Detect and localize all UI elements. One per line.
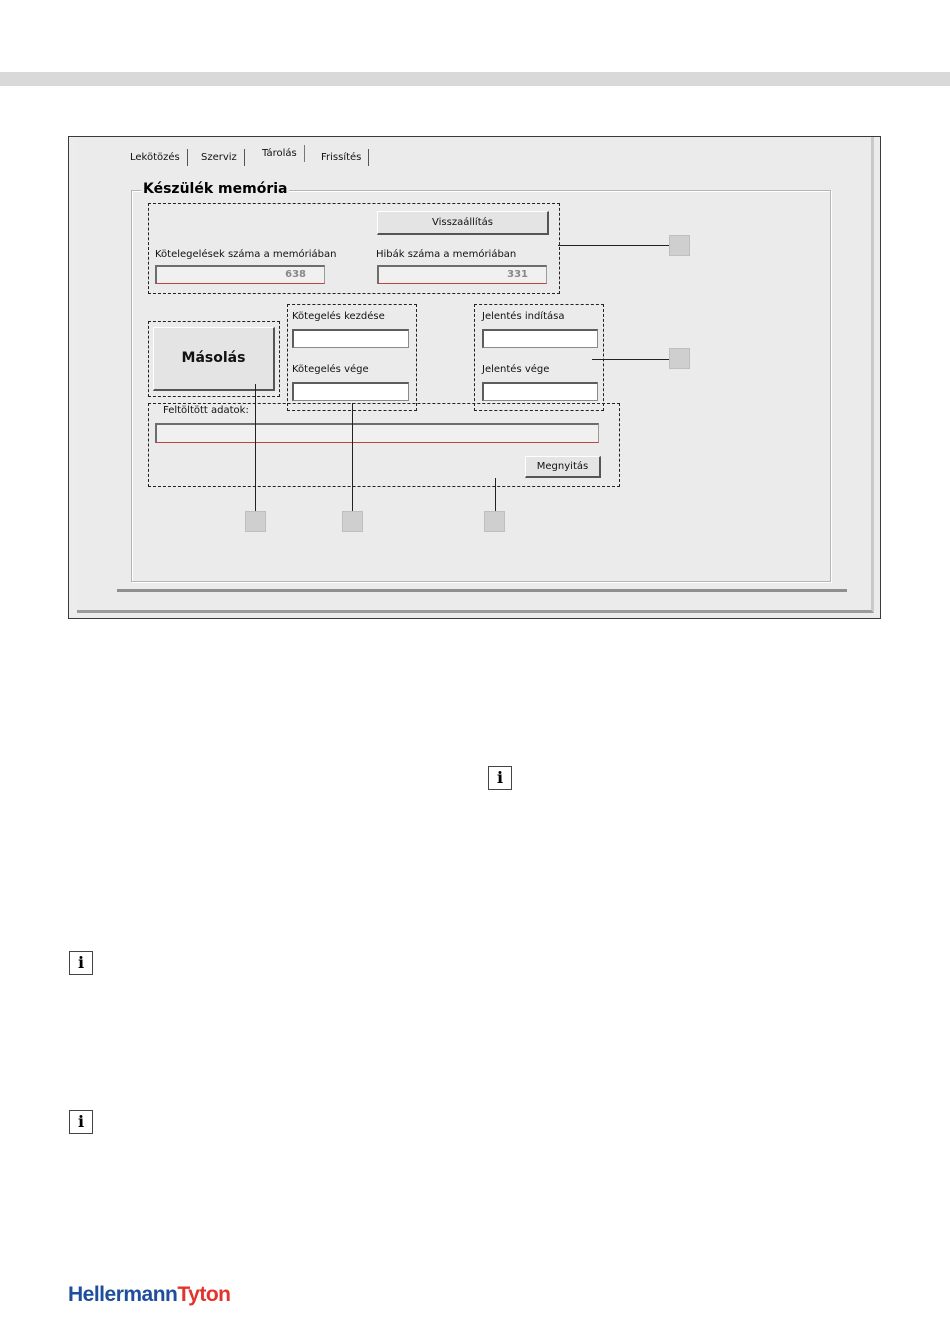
bundle-start-input[interactable]	[292, 329, 409, 348]
callout-marker-4	[342, 511, 363, 532]
open-button[interactable]: Megnyitás	[525, 456, 601, 478]
bundle-end-label: Kötegelés vége	[292, 364, 369, 375]
bundles-count-field: 638	[155, 265, 325, 284]
report-end-label: Jelentés vége	[482, 364, 550, 375]
callout-marker-3	[245, 511, 266, 532]
bundle-end-input[interactable]	[292, 382, 409, 401]
report-start-label: Jelentés indítása	[482, 311, 565, 322]
callout-line-3	[255, 384, 256, 511]
copy-button[interactable]: Másolás	[153, 327, 275, 391]
screenshot-window	[68, 136, 881, 619]
callout-marker-2	[669, 348, 690, 369]
header-bar	[0, 72, 950, 86]
callout-marker-5	[484, 511, 505, 532]
tab-szerviz[interactable]: Szerviz	[194, 149, 245, 166]
hellermanntyton-logo: HellermannTyton	[68, 1283, 231, 1306]
info-icon: i	[69, 1110, 93, 1134]
info-icon: i	[69, 951, 93, 975]
bundles-count-label: Kötelegelések száma a memóriában	[155, 249, 337, 260]
callout-line-1	[558, 245, 669, 246]
uploaded-data-field	[155, 423, 599, 443]
callout-line-5	[495, 478, 496, 511]
report-start-input[interactable]	[482, 329, 598, 348]
tab-frissites[interactable]: Frissítés	[314, 149, 369, 166]
errors-count-label: Hibák száma a memóriában	[376, 249, 517, 260]
callout-marker-1	[669, 235, 690, 256]
bundle-start-label: Kötegelés kezdése	[292, 311, 385, 322]
report-end-input[interactable]	[482, 382, 598, 401]
tab-lekotozes[interactable]: Lekötözés	[123, 149, 188, 166]
memory-group-title: Készülék memória	[143, 181, 288, 197]
reset-button[interactable]: Visszaállítás	[377, 211, 549, 235]
callout-line-2	[592, 359, 669, 360]
window-bottom-edge	[117, 589, 847, 592]
info-icon: i	[488, 766, 512, 790]
errors-count-field: 331	[377, 265, 547, 284]
window-panel	[77, 137, 874, 613]
uploaded-data-label: Feltöltött adatok:	[163, 405, 249, 416]
callout-line-4	[352, 403, 353, 511]
tab-tarolas[interactable]: Tárolás	[255, 145, 305, 162]
